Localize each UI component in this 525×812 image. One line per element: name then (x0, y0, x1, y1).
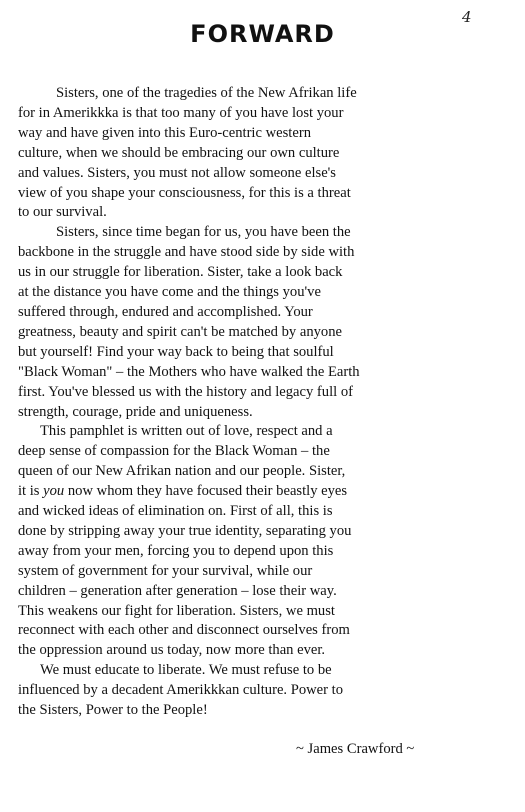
text-line: us in our struggle for liberation. Sister, take a look back (18, 264, 343, 281)
text-line: for in Amerikkka is that too many of you have lost your (18, 104, 344, 121)
text-line: Sisters, since time began for us, you have been the (56, 224, 351, 241)
text-line: system of government for your survival, while our (18, 562, 313, 579)
text-line: done by stripping away your true identity, separating you (18, 522, 352, 539)
text-line: to our survival. (18, 204, 107, 221)
text-line: culture, when we should be embracing our own culture (18, 144, 340, 161)
text-line: way and have given into this Euro-centric western (18, 124, 311, 141)
text-line: the oppression around us today, now more than ever. (18, 642, 326, 659)
text-line: backbone in the struggle and have stood side by side with (18, 244, 355, 261)
text-line (18, 482, 510, 502)
text-line: and values. Sisters, you must not allow someone else's (18, 164, 336, 181)
text-line: We must educate to liberate. We must refuse to be (40, 662, 332, 679)
text-line: queen of our New Afrikan nation and our people. Sister, (18, 463, 346, 480)
text-fragment: now whom they have focused their beastly eyes (64, 483, 348, 500)
paragraph-3 (18, 422, 510, 661)
text-line: greatness, beauty and spirit can't be matched by anyone (18, 323, 342, 340)
text-line: away from your men, forcing you to depend upon this (18, 542, 334, 559)
emphasized-word: you (43, 483, 65, 500)
text-line: This pamphlet is written out of love, respect and a (40, 423, 333, 440)
text-line: but yourself! Find your way back to being that soulful (18, 343, 334, 360)
text-line: strength, courage, pride and uniqueness. (18, 403, 253, 420)
document-body (18, 84, 510, 721)
author-signature: ~ James Crawford ~ (296, 741, 415, 757)
text-line: deep sense of compassion for the Black Woman – the (18, 443, 330, 460)
text-line: first. You've blessed us with the history and legacy full of (18, 383, 353, 400)
text-fragment: it is (18, 483, 44, 500)
page-title: FORWARD (190, 20, 335, 48)
text-line: This weakens our fight for liberation. Sisters, we must (18, 602, 335, 619)
text-line: and wicked ideas of elimination on. First of all, this is (18, 503, 333, 520)
text-line: the Sisters, Power to the People! (18, 702, 208, 719)
text-line: suffered through, endured and accomplished. Your (18, 303, 313, 320)
text-line: influenced by a decadent Amerikkkan culture. Power to (18, 682, 344, 699)
text-line: "Black Woman" – the Mothers who have walked the Earth (18, 363, 360, 380)
paragraph-1 (18, 84, 510, 223)
text-line: Sisters, one of the tragedies of the New Afrikan life (56, 85, 357, 101)
paragraph-2 (18, 223, 510, 422)
text-line: children – generation after generation – lose their way. (18, 582, 337, 599)
text-line: reconnect with each other and disconnect ourselves from (18, 622, 350, 639)
paragraph-4 (18, 661, 510, 721)
text-line: at the distance you have come and the things you've (18, 284, 321, 301)
page-number: 4 (462, 8, 472, 26)
text-line: view of you shape your consciousness, for this is a threat (18, 184, 351, 201)
